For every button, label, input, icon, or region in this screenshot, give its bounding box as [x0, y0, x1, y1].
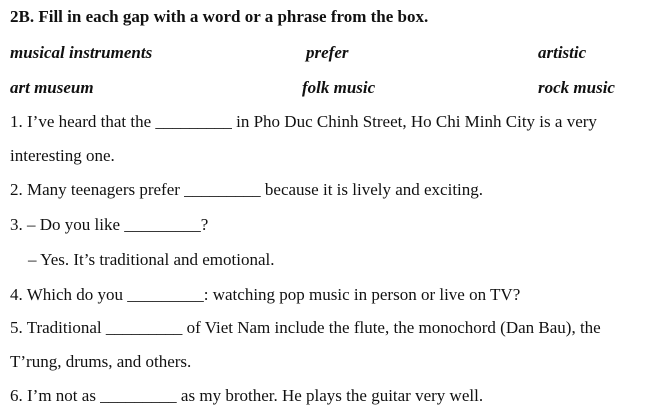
question-3-prompt: 3. – Do you like _________?: [10, 215, 209, 234]
box-word: artistic: [538, 43, 587, 62]
question-4: 4. Which do you _________: watching pop music in person or live on TV?: [10, 285, 521, 304]
box-word: prefer: [306, 43, 349, 62]
question-6: 6. I’m not as _________ as my brother. He plays the guitar very well.: [10, 386, 484, 405]
question-1-line-2: interesting one.: [10, 146, 115, 165]
question-1-line-1: 1. I’ve heard that the _________ in Pho Duc Chinh Street, Ho Chi Minh City is a very: [10, 112, 597, 131]
question-2: 2. Many teenagers prefer _________ because it is lively and exciting.: [10, 180, 484, 199]
box-word: art museum: [10, 78, 94, 97]
box-word: folk music: [302, 78, 376, 97]
question-5-line-2: T’rung, drums, and others.: [10, 352, 192, 371]
box-word: musical instruments: [10, 43, 153, 62]
exercise-title: 2B. Fill in each gap with a word or a phrase from the box.: [10, 7, 429, 26]
box-word: rock music: [538, 78, 615, 97]
question-3-response: – Yes. It’s traditional and emotional.: [28, 250, 275, 269]
question-5-line-1: 5. Traditional _________ of Viet Nam include the flute, the monochord (Dan Bau), the: [10, 318, 601, 337]
